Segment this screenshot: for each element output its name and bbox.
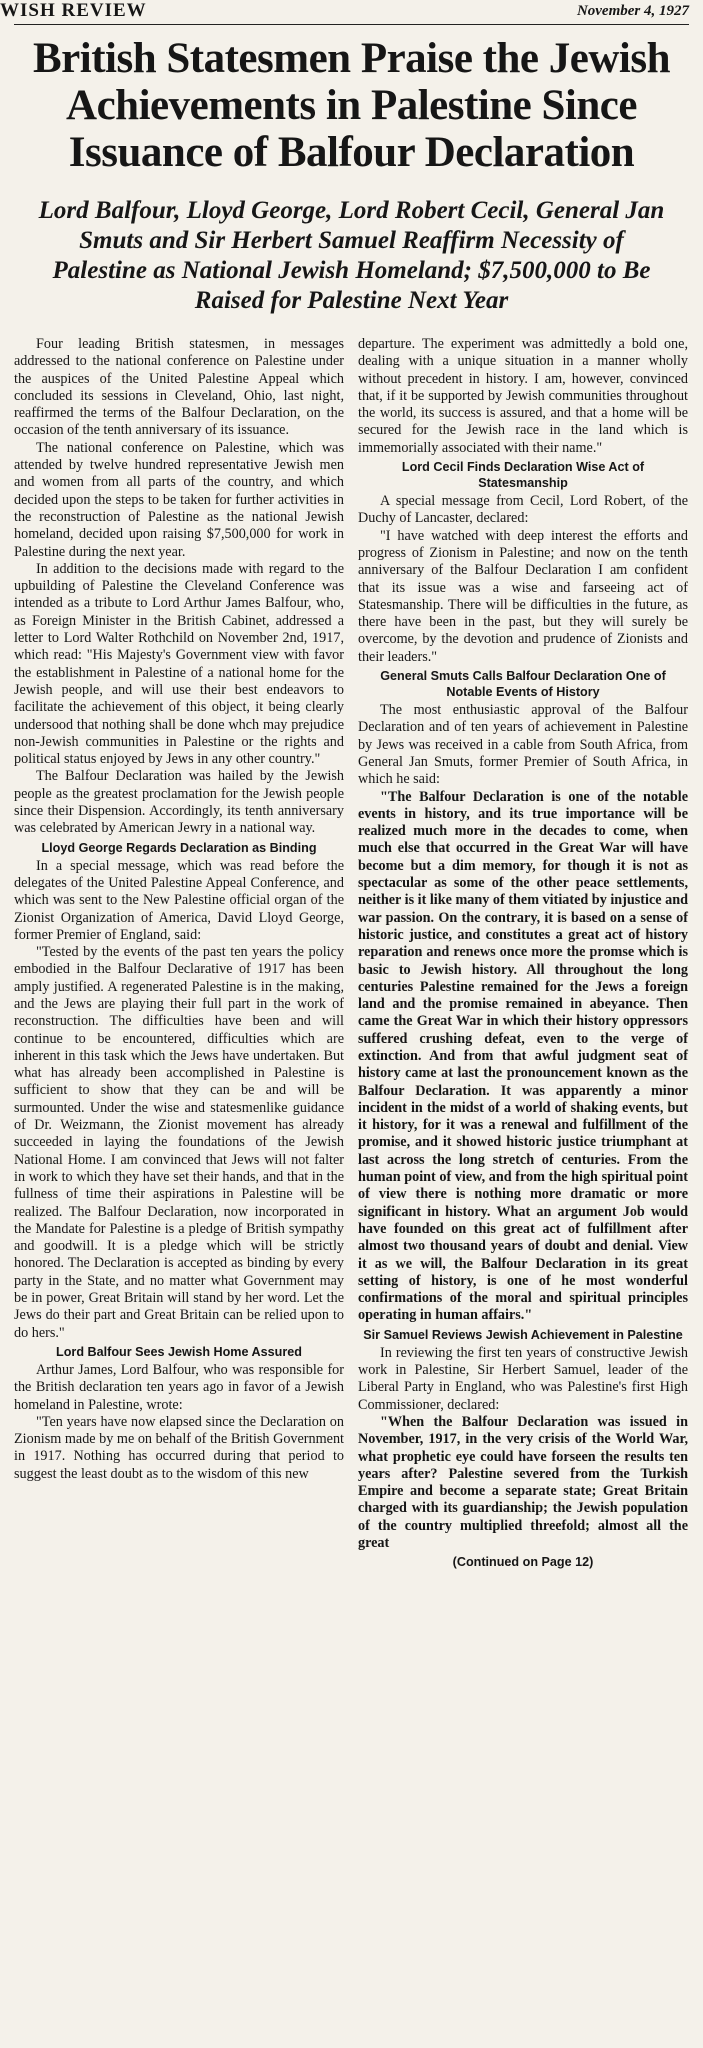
paragraph: A special message from Cecil, Lord Robert, of the Duchy of Lancaster, declared: xyxy=(358,493,688,527)
subheading: Lord Balfour Sees Jewish Home Assured xyxy=(56,1344,302,1359)
masthead xyxy=(0,0,689,22)
subheading: Sir Samuel Reviews Jewish Achievement in Palestine xyxy=(363,1327,683,1342)
quote-paragraph: "When the Balfour Declaration was issued in November, 1917, in the very crisis of the World War, what prophetic eye could have forseen the results ten years after? Palestine severed from the Turkish Empire and become a separate state; Great Britain charged with its guardianship; the Jewish population of the country multiplied threefold; almost all the great xyxy=(358,1413,688,1551)
quote-paragraph: "Tested by the events of the past ten years the policy embodied in the Balfour Declarative of 1917 has been amply justified. A regenerated Palestine is in the making, and the Jews are playing their full part in the work of reconstruction. The difficulties have been and will continue to be encountered, difficulties which are inherent in this task which the Jews have undertaken. But what has already been accomplished in Palestine is sufficient to show that they can be and will be surmounted. Under the wise and statesmenlike guidance of Dr. Weizmann, the Zionist movement has already succeeded in laying the foundations of the Jewish National Home. I am convinced that Jews will not falter in work to which they have set their hands, and that in the fullness of time their aspirations in Palestine will be realized. The Balfour Declaration, now incorporated in the Mandate for Palestine is a pledge of British sympathy and goodwill. It is a pledge which will be strictly honored. The Declaration is accepted as binding by every party in the State, and no matter what Government may be in power, Great Britain will stand by her word. Let the Jews do their part and Great Britain can be relied upon to do hers." xyxy=(14,944,344,1341)
subheading: General Smuts Calls Balfour Declaration One of Notable Events of History xyxy=(380,669,666,700)
publication-name: WISH REVIEW xyxy=(0,0,147,21)
headline: British Statesmen Praise the Jewish Achievements in Palestine Since Issuance of Balfour Declaration xyxy=(33,35,670,176)
quote-paragraph: "Ten years have now elapsed since the Declaration on Zionism made by me on behalf of the British Government in 1917. Nothing has occurred during that period to suggest the least doubt as to the wisdom of this new xyxy=(14,1413,344,1482)
continuation-note: (Continued on Page 12) xyxy=(452,1555,594,1570)
issue-date: November 4, 1927 xyxy=(576,3,689,19)
paragraph: In a special message, which was read before the delegates of the United Palestine Appeal Conference, and which was sent to the New Palestine official organ of the Zionist Organization of America, David Lloyd George, former Premier of England, said: xyxy=(14,857,344,943)
paragraph: departure. The experiment was admittedly a bold one, dealing with a unique situation in a manner wholly without precedent in history. I am, however, convinced that, if it be supported by Jewish communities throughout the world, its success is assured, and that a home will be secured for the Jewish race in the land which is immemorially associated with their name." xyxy=(358,336,688,456)
paragraph: In addition to the decisions made with regard to the upbuilding of Palestine the Cleveland Conference was intended as a tribute to Lord Arthur James Balfour, who, as Foreign Minister in the British Cabinet, addressed a letter to Lord Walter Rothchild on November 2nd, 1917, which read: "His Majesty's Government view with favor the establishment in Palestine of a national home for the Jewish people, and will use their best endeavors to facilitate the achievement of this object, it being clearly undersood that nothing shall be done whch may prejudice non-Jewish communities in Palestine or the rights and political status enjoyed by Jews in any other country." xyxy=(14,560,344,768)
paragraph: In reviewing the first ten years of constructive Jewish work in Palestine, Sir Herbert Samuel, leader of the Liberal Party in England, who was Palestine's first High Commissioner, declared: xyxy=(358,1344,688,1413)
deck-subheadline: Lord Balfour, Lloyd George, Lord Robert Cecil, General Jan Smuts and Sir Herbert Samuel Reaffirm Necessity of Palestine as National Jewish Homeland; $7,500,000 to Be Raised for Palestine Next Year xyxy=(38,197,665,314)
subheading: Lord Cecil Finds Declaration Wise Act of Statesmanship xyxy=(401,460,645,491)
subheading: Lloyd George Regards Declaration as Binding xyxy=(41,840,317,855)
right-column xyxy=(358,336,688,1572)
quote-paragraph: "I have watched with deep interest the efforts and progress of Zionism in Palestine; and now on the tenth anniversary of the Balfour Declaration I am confident that its issue was a wise and farseeing act of Statesmanship. There will be difficulties in the future, as there have been in the past, but they will surely be overcome, by the devotion and prudence of Zionists and their leaders." xyxy=(358,527,688,665)
paragraph: Four leading British statesmen, in messages addressed to the national conference on Palestine under the auspices of the United Palestine Appeal which concluded its sessions in Cleveland, Ohio, last night, reaffirmed the terms of the Balfour Declaration, on the occasion of the tenth anniversary of its issuance. xyxy=(14,336,344,439)
article-body xyxy=(14,336,689,1572)
paragraph: Arthur James, Lord Balfour, who was responsible for the British declaration ten years ago in favor of a Jewish homeland in Palestine, wrote: xyxy=(14,1361,344,1413)
left-column xyxy=(14,336,344,1572)
paragraph: The national conference on Palestine, which was attended by twelve hundred representative Jewish men and women from all parts of the country, and which decided upon the steps to be taken for further activities in the reconstruction of Palestine as the national Jewish homeland, decided upon raising $7,500,000 for work in Palestine during the next year. xyxy=(14,439,344,560)
quote-paragraph: "The Balfour Declaration is one of the notable events in history, and its true importance will be realized much more in the decades to come, when much else that occurred in the Great War will have become but a dim memory, for though it is not as spectacular as some of the other peace settlements, neither is it like many of them vitiated by injustice and war passion. On the contrary, it is based on a sense of historic justice, and constitutes a great act of history reparation and renews once more the promse which is basic to Jewish history. All throughout the long centuries Palestine remained for the Jews a foreign land and the promise remained in abeyance. Then came the Great War in which their history oppressors suffered crushing defeat, even to the verge of extinction. And from that awful judgment seat of history came at last the pronouncement known as the Balfour Declaration. It was apparently a minor incident in the midst of a world of shaking events, but it history, for it was a renewal and fulfillment of the promise, and it showed historic justice triumphant at last across the long stretch of centuries. From the human point of view, and from the high spiritual point of view there is nothing more dramatic or more significant in history. What an argument Job would have founded on this great act of fulfillment after almost two thousand years of doubt and denial. View it as we will, the Balfour Declaration in its great setting of history, is one of he most wonderful confirmations of the moral and spiritual principles operating in human affairs." xyxy=(358,788,688,1324)
masthead-rule xyxy=(14,24,689,25)
paragraph: The most enthusiastic approval of the Balfour Declaration and of ten years of achievement in Palestine by Jews was received in a cable from South Africa, from General Jan Smuts, former Premier of South Africa, in which he said: xyxy=(358,702,688,788)
paragraph: The Balfour Declaration was hailed by the Jewish people as the greatest proclamation for the Jewish people since their Dispension. Accordingly, its tenth anniversary was celebrated by American Jewry in a national way. xyxy=(14,768,344,837)
